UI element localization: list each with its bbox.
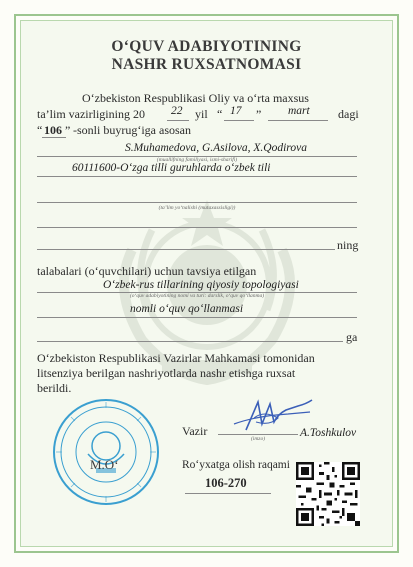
registration-number: 106-270 — [205, 476, 247, 490]
intro-line-1: O‘zbekiston Respublikasi Oliy va o‘rta maxsus — [82, 91, 309, 105]
title-line-1: O‘QUV ADABIYOTINING — [111, 38, 302, 55]
intro-line-3: -sonli buyrug‘iga asosan — [73, 123, 191, 137]
day-open-quote: “ — [217, 107, 223, 121]
order-open-quote: “ — [37, 123, 43, 137]
blank-line-1 — [37, 227, 357, 228]
registration-underline — [185, 493, 271, 494]
signature-underline — [218, 434, 298, 435]
title-line-2: NASHR RUXSATNOMASI — [111, 56, 302, 73]
book-type-underline — [37, 317, 357, 318]
students-line: talabalari (o‘quvchilari) uchun tavsiya etilgan — [37, 264, 257, 278]
specialty-underline-2 — [37, 202, 357, 203]
book-title-value: O‘zbek-rus tillarining qiyosiy topologiyasi — [103, 279, 299, 291]
authors-value: S.Muhamedova, G.Asilova, X.Qodirova — [125, 142, 307, 154]
order-close-quote: ” — [65, 123, 71, 137]
month-underline — [268, 120, 328, 121]
month-value: mart — [288, 105, 310, 117]
signature-caption: (imzo) — [250, 436, 266, 442]
intro-line-2-start: ta’lim vazirligining 20 — [37, 107, 145, 121]
order-underline — [42, 137, 66, 138]
ga-underline — [37, 341, 343, 342]
decree-line-1: O‘zbekiston Respublikasi Vazirlar Mahkamasi tomonidan — [37, 351, 315, 365]
day-underline — [224, 120, 254, 121]
specialty-value: 60111600-O‘zga tilli guruhlarda o‘zbek tili — [72, 162, 271, 174]
day-close-quote: ” — [256, 107, 262, 121]
book-type-value: nomli o‘quv qo‘llanmasi — [130, 303, 244, 315]
intro-line-2-end: dagi — [338, 107, 359, 121]
stamp-mark: M.O‘ — [90, 457, 119, 472]
year-suffix: yil — [195, 107, 208, 121]
ga-suffix: ga — [346, 330, 358, 344]
decree-line-2: litsenziya berilgan nashriyotlarda nashr etishga ruxsat — [37, 366, 296, 380]
specialty-caption: (ta’lim yo‘nalishi (mutaxassisligi)) — [158, 205, 236, 211]
decree-line-3: berildi. — [37, 381, 72, 395]
day-value: 17 — [230, 105, 242, 117]
book-caption: (o‘quv adabiyotining nomi va turi: darslik, o‘quv qo‘llanma) — [129, 293, 265, 299]
ning-suffix: ning — [337, 238, 359, 252]
year-underline — [167, 120, 189, 121]
specialty-underline — [37, 176, 357, 177]
order-number: 106 — [44, 123, 62, 137]
authors-caption: (muallifning familiyasi, ismi-sharifi) — [156, 157, 238, 163]
signatory-name: A.Toshkulov — [300, 427, 357, 439]
registration-label: Ro‘yxatga olish raqami — [182, 459, 290, 471]
ning-underline — [37, 249, 335, 250]
qr-code[interactable] — [296, 462, 360, 526]
signature-label: Vazir — [182, 424, 208, 438]
official-seal — [52, 398, 160, 506]
year-value: 22 — [171, 105, 183, 117]
